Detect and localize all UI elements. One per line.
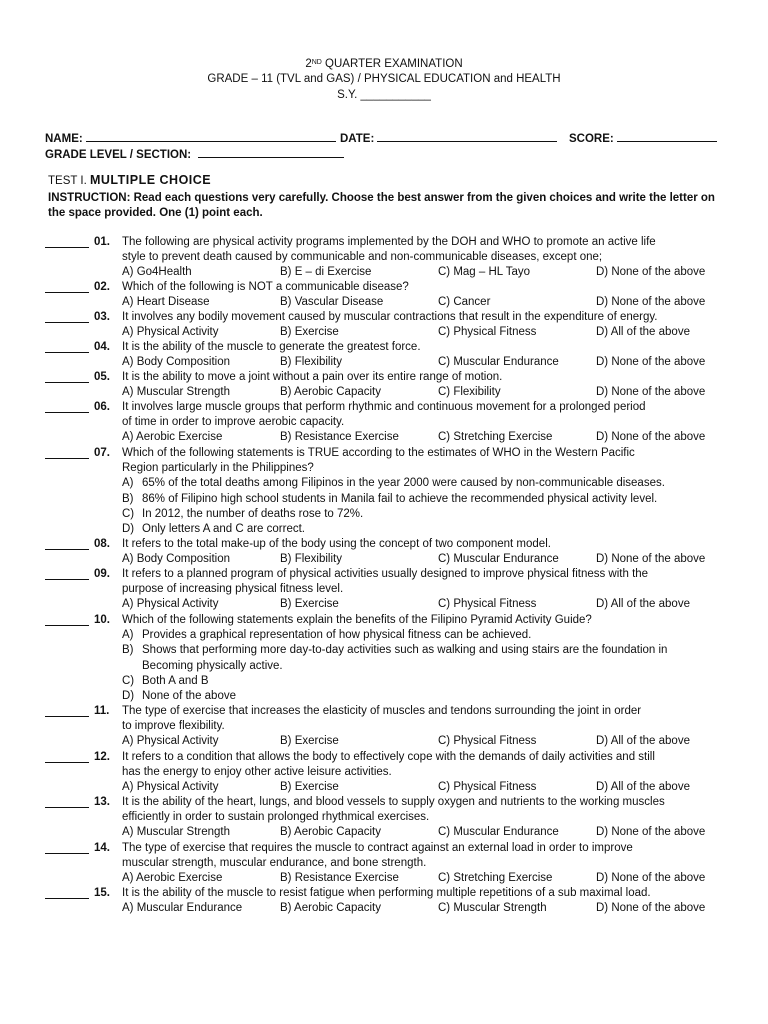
answer-blank[interactable]: [45, 898, 89, 899]
answer-option-b: B) Exercise: [280, 781, 339, 794]
question-stem: [122, 340, 728, 355]
question-stem-line: muscular strength, muscular endurance, and bone strength.: [122, 857, 427, 870]
answer-option-a: A) Physical Activity: [122, 598, 219, 611]
instruction: [48, 191, 732, 221]
answer-option-b: B) Resistance Exercise: [280, 872, 399, 885]
grade-section-field[interactable]: [45, 146, 344, 162]
answer-blank[interactable]: [45, 625, 89, 626]
answer-option-row: [122, 643, 667, 658]
answer-option-c: C) Stretching Exercise: [438, 431, 553, 444]
question-number: 09.: [94, 568, 110, 580]
answer-option-c: C) Mag – HL Tayo: [438, 266, 531, 279]
answer-option-c: C) Muscular Endurance: [438, 826, 559, 839]
question-number: 03.: [94, 311, 110, 323]
question-stem: [122, 446, 728, 476]
question-stem-line: to improve flexibility.: [122, 720, 225, 733]
question-stem-line: It refers to a planned program of physical activities usually designed to improve physical fitness with the: [122, 568, 649, 580]
option-letter: A): [122, 629, 134, 642]
option-letter: D): [122, 690, 135, 702]
question-stem-line: It is the ability of the muscle to generate the greatest force.: [122, 341, 421, 353]
answer-option-d: D) None of the above: [596, 296, 706, 309]
question-stem-line: efficiently in order to sustain prolonged rhythmical exercises.: [122, 811, 430, 824]
answer-blank[interactable]: [45, 382, 89, 383]
name-field[interactable]: [45, 130, 336, 146]
test-label: TEST I.: [48, 175, 87, 187]
test-heading: [48, 173, 211, 187]
answer-option-b: B) Vascular Disease: [280, 296, 384, 309]
question-stem-line: Region particularly in the Philippines?: [122, 462, 314, 475]
question-number: 04.: [94, 341, 110, 353]
question-stem-line: It is the ability of the heart, lungs, and blood vessels to supply oxygen and nutrients to the working muscles: [122, 796, 665, 808]
answer-option-c: C) Physical Fitness: [438, 326, 537, 339]
question-stem-line: Which of the following is NOT a communicable disease?: [122, 281, 409, 293]
option-text: In 2012, the number of deaths rose to 72%.: [142, 507, 364, 520]
quarter-ordinal-suffix: ND: [311, 59, 322, 66]
answer-option-row: [122, 674, 209, 689]
question-stem: [122, 400, 728, 430]
answer-blank[interactable]: [45, 458, 89, 459]
instruction-line-1: INSTRUCTION: Read each questions very carefully. Choose the best answer from the given choices and write the letter on: [48, 192, 715, 204]
question-stem-line: has the energy to enjoy other active leisure activities.: [122, 766, 392, 779]
question-stem-line: It refers to the total make-up of the body using the concept of two component model.: [122, 538, 551, 550]
answer-option-b: B) Flexibility: [280, 356, 342, 369]
answer-option-a: A) Aerobic Exercise: [122, 431, 223, 444]
question-stem-line: It is the ability of the muscle to resist fatigue when performing multiple repetitions of a sub maximal load.: [122, 887, 651, 899]
answer-option-d: D) None of the above: [596, 386, 706, 399]
date-field[interactable]: [340, 130, 557, 146]
answer-option-d: D) None of the above: [596, 902, 706, 915]
question-number: 02.: [94, 281, 110, 293]
answer-option-a: A) Physical Activity: [122, 735, 219, 748]
grade-section-line[interactable]: [198, 146, 344, 158]
question-stem: [122, 886, 728, 901]
question-stem-line: It involves large muscle groups that perform rhythmic and continuous movement for a prolonged period: [122, 401, 646, 413]
question-stem: [122, 280, 728, 295]
answer-option-a: A) Physical Activity: [122, 326, 219, 339]
answer-option-d: D) All of the above: [596, 598, 690, 611]
question-stem-line: of time in order to improve aerobic capacity.: [122, 416, 345, 429]
date-line[interactable]: [377, 130, 557, 142]
score-label: SCORE:: [569, 133, 614, 145]
answer-option-c: C) Physical Fitness: [438, 735, 537, 748]
answer-option-b: B) Resistance Exercise: [280, 431, 399, 444]
answer-option-c: C) Physical Fitness: [438, 781, 537, 794]
answer-option-a: A) Body Composition: [122, 356, 231, 369]
answer-blank[interactable]: [45, 762, 89, 763]
question-stem-line: It refers to a condition that allows the body to effectively cope with the demands of daily activities and still: [122, 751, 655, 763]
answer-option-a: A) Heart Disease: [122, 296, 210, 309]
question-number: 05.: [94, 371, 110, 383]
question-stem-line: Which of the following statements is TRUE according to the estimates of WHO in the Western Pacific: [122, 447, 635, 459]
question-stem-line: The type of exercise that requires the muscle to contract against an external load in order to improve: [122, 842, 633, 854]
question-number: 08.: [94, 538, 110, 550]
score-field[interactable]: [569, 130, 717, 146]
answer-blank[interactable]: [45, 352, 89, 353]
question-number: 13.: [94, 796, 110, 808]
answer-option-b: B) Aerobic Capacity: [280, 826, 381, 839]
answer-blank[interactable]: [45, 549, 89, 550]
answer-option-d: D) All of the above: [596, 781, 690, 794]
option-letter: B): [122, 492, 134, 505]
question-stem: [122, 841, 728, 871]
question-stem: [122, 370, 728, 385]
question-stem-line: The following are physical activity programs implemented by the DOH and WHO to promote an active life: [122, 236, 656, 248]
answer-blank[interactable]: [45, 412, 89, 413]
answer-option-b: B) Aerobic Capacity: [280, 902, 381, 915]
answer-option-c: C) Muscular Endurance: [438, 356, 559, 369]
question-number: 15.: [94, 887, 110, 899]
question-stem: [122, 310, 728, 325]
option-text: Only letters A and C are correct.: [142, 523, 305, 535]
answer-option-a: A) Physical Activity: [122, 781, 219, 794]
answer-option-d: D) None of the above: [596, 356, 706, 369]
question-stem: [122, 613, 728, 628]
question-number: 11.: [94, 705, 110, 717]
option-text: Becoming physically active.: [142, 659, 283, 672]
option-text: 65% of the total deaths among Filipinos in the year 2000 were caused by non-communicable diseases.: [142, 477, 665, 490]
answer-option-a: A) Muscular Endurance: [122, 902, 243, 915]
answer-blank[interactable]: [45, 853, 89, 854]
question-stem-line: The type of exercise that increases the elasticity of muscles and tendons surrounding the joint in order: [122, 705, 642, 717]
score-line[interactable]: [617, 130, 717, 142]
answer-option-d: D) None of the above: [596, 553, 706, 566]
test-title: MULTIPLE CHOICE: [89, 173, 212, 187]
question-stem: [122, 704, 728, 734]
option-letter: C): [122, 507, 135, 520]
quarter-ordinal: 2: [305, 58, 312, 70]
answer-option-row: [122, 476, 665, 491]
question-number: 10.: [94, 614, 110, 626]
question-number: 12.: [94, 751, 110, 763]
grade-section-label: GRADE LEVEL / SECTION:: [45, 149, 192, 161]
answer-option-a: A) Muscular Strength: [122, 386, 231, 399]
question-stem-line: It is the ability to move a joint without a pain over its entire range of motion.: [122, 371, 503, 383]
answer-option-c: C) Flexibility: [438, 386, 501, 399]
answer-option-b: B) Exercise: [280, 735, 339, 748]
answer-option-a: A) Aerobic Exercise: [122, 872, 223, 885]
school-year: S.Y. ___________: [337, 89, 431, 101]
question-stem-line: It involves any bodily movement caused by muscular contractions that result in the expenditure of energy.: [122, 311, 658, 323]
question-stem-line: style to prevent death caused by communicable and non-communicable diseases, except one;: [122, 251, 603, 264]
answer-option-c: C) Muscular Endurance: [438, 553, 559, 566]
date-label: DATE:: [340, 133, 375, 145]
question-stem: [122, 567, 728, 597]
answer-option-c: C) Muscular Strength: [438, 902, 547, 915]
option-text: Both A and B: [142, 674, 209, 687]
answer-option-d: D) All of the above: [596, 735, 690, 748]
answer-option-row: [122, 522, 305, 537]
option-letter: A): [122, 477, 134, 490]
answer-option-c: C) Cancer: [438, 296, 491, 309]
question-stem: [122, 750, 728, 780]
option-text: Shows that performing more day-to-day activities such as walking and using stairs are the foundation in: [142, 644, 668, 657]
answer-option-b: B) Exercise: [280, 326, 339, 339]
question-stem: [122, 235, 728, 265]
answer-option-b: B) Aerobic Capacity: [280, 386, 381, 399]
answer-option-a: A) Go4Health: [122, 266, 192, 279]
answer-option-d: D) None of the above: [596, 872, 706, 885]
question-stem-line: purpose of increasing physical fitness level.: [122, 583, 344, 596]
question-number: 14.: [94, 842, 110, 854]
answer-option-b: B) E – di Exercise: [280, 266, 372, 279]
option-letter: C): [122, 674, 135, 687]
answer-option-row: [122, 659, 283, 674]
answer-blank[interactable]: [45, 716, 89, 717]
answer-option-row: [122, 689, 236, 704]
exam-subject: GRADE – 11 (TVL and GAS) / PHYSICAL EDUCATION and HEALTH: [207, 73, 561, 85]
name-label: NAME:: [45, 133, 83, 145]
answer-option-d: D) None of the above: [596, 431, 706, 444]
answer-option-d: D) All of the above: [596, 326, 690, 339]
question-number: 06.: [94, 401, 110, 413]
answer-option-b: B) Flexibility: [280, 553, 342, 566]
question-number: 01.: [94, 236, 110, 248]
instruction-line-2: the space provided. One (1) point each.: [48, 207, 263, 219]
exam-title: [0, 57, 768, 71]
option-text: Provides a graphical representation of how physical fitness can be achieved.: [142, 629, 532, 642]
answer-option-c: C) Stretching Exercise: [438, 872, 553, 885]
answer-option-row: [122, 507, 363, 522]
option-letter: B): [122, 644, 134, 657]
answer-blank[interactable]: [45, 807, 89, 808]
answer-option-d: D) None of the above: [596, 266, 706, 279]
option-letter: D): [122, 523, 135, 535]
question-stem: [122, 537, 728, 552]
answer-option-d: D) None of the above: [596, 826, 706, 839]
answer-blank[interactable]: [45, 292, 89, 293]
answer-blank[interactable]: [45, 322, 89, 323]
answer-option-row: [122, 628, 531, 643]
answer-option-b: B) Exercise: [280, 598, 339, 611]
option-text: 86% of Filipino high school students in Manila fail to achieve the recommended physical activity level.: [142, 492, 658, 505]
option-text: None of the above: [142, 690, 236, 702]
answer-option-c: C) Physical Fitness: [438, 598, 537, 611]
answer-blank[interactable]: [45, 247, 89, 248]
quarter-title: QUARTER EXAMINATION: [321, 58, 463, 70]
answer-blank[interactable]: [45, 579, 89, 580]
question-stem: [122, 795, 728, 825]
name-line[interactable]: [86, 130, 336, 142]
answer-option-a: A) Muscular Strength: [122, 826, 231, 839]
answer-option-a: A) Body Composition: [122, 553, 231, 566]
question-number: 07.: [94, 447, 110, 459]
question-stem-line: Which of the following statements explain the benefits of the Filipino Pyramid Activity Guide?: [122, 614, 592, 626]
answer-option-row: [122, 492, 657, 507]
